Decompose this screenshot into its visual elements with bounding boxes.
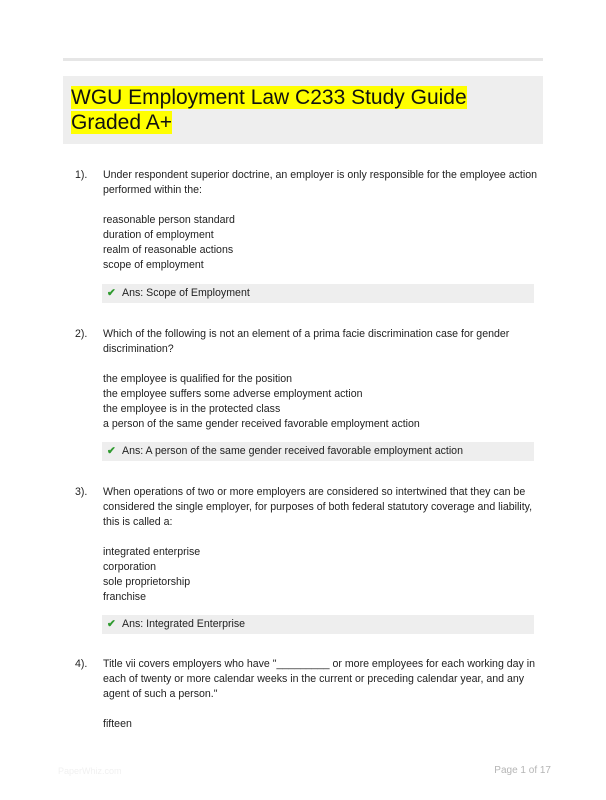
answer-box	[102, 284, 534, 303]
option-3: sole proprietorship	[103, 576, 191, 588]
option-3: the employee is in the protected class	[103, 403, 281, 415]
question-text: Under respondent superior doctrine, an employer is only responsible for the employee action performed within the:	[103, 169, 537, 196]
option-2: corporation	[103, 561, 156, 573]
question-text: Which of the following is not an element of a prima facie discrimination case for gender discrimination?	[103, 328, 510, 355]
option-1: reasonable person standard	[103, 214, 235, 226]
page-number: Page 1 of 17	[494, 765, 551, 776]
question-number: 2).	[75, 328, 88, 340]
check-icon: ✔	[107, 287, 116, 299]
check-icon: ✔	[107, 445, 116, 457]
answer-text: Ans: A person of the same gender received favorable employment action	[122, 445, 463, 457]
option-1: fifteen	[103, 718, 132, 730]
question-text: Title vii covers employers who have "_________ or more employees for each working day in each of twenty or more calendar weeks in the current or preceding calendar year, and any agent of such a person."	[103, 658, 536, 700]
option-4: a person of the same gender received favorable employment action	[103, 418, 420, 430]
question-number: 3).	[75, 486, 88, 498]
option-4: scope of employment	[103, 259, 204, 271]
option-1: integrated enterprise	[103, 546, 201, 558]
answer-box	[102, 615, 534, 634]
option-1: the employee is qualified for the position	[103, 373, 293, 385]
option-3: realm of reasonable actions	[103, 244, 234, 256]
answer-text: Ans: Scope of Employment	[122, 287, 250, 299]
page-title: WGU Employment Law C233 Study Guide Graded A+	[71, 86, 467, 134]
option-2: duration of employment	[103, 229, 214, 241]
watermark: PaperWhiz.com	[58, 766, 122, 776]
option-4: franchise	[103, 591, 146, 603]
top-divider	[63, 58, 543, 61]
question-text: When operations of two or more employers are considered so intertwined that they can be considered the single employer, for purposes of both federal statutory coverage and liability, this is called a:	[103, 486, 533, 528]
answer-box	[102, 442, 534, 461]
question-number: 1).	[75, 169, 88, 181]
answer-text: Ans: Integrated Enterprise	[122, 618, 246, 630]
check-icon: ✔	[107, 618, 116, 630]
question-number: 4).	[75, 658, 88, 670]
title-banner	[63, 76, 543, 144]
option-2: the employee suffers some adverse employment action	[103, 388, 363, 400]
